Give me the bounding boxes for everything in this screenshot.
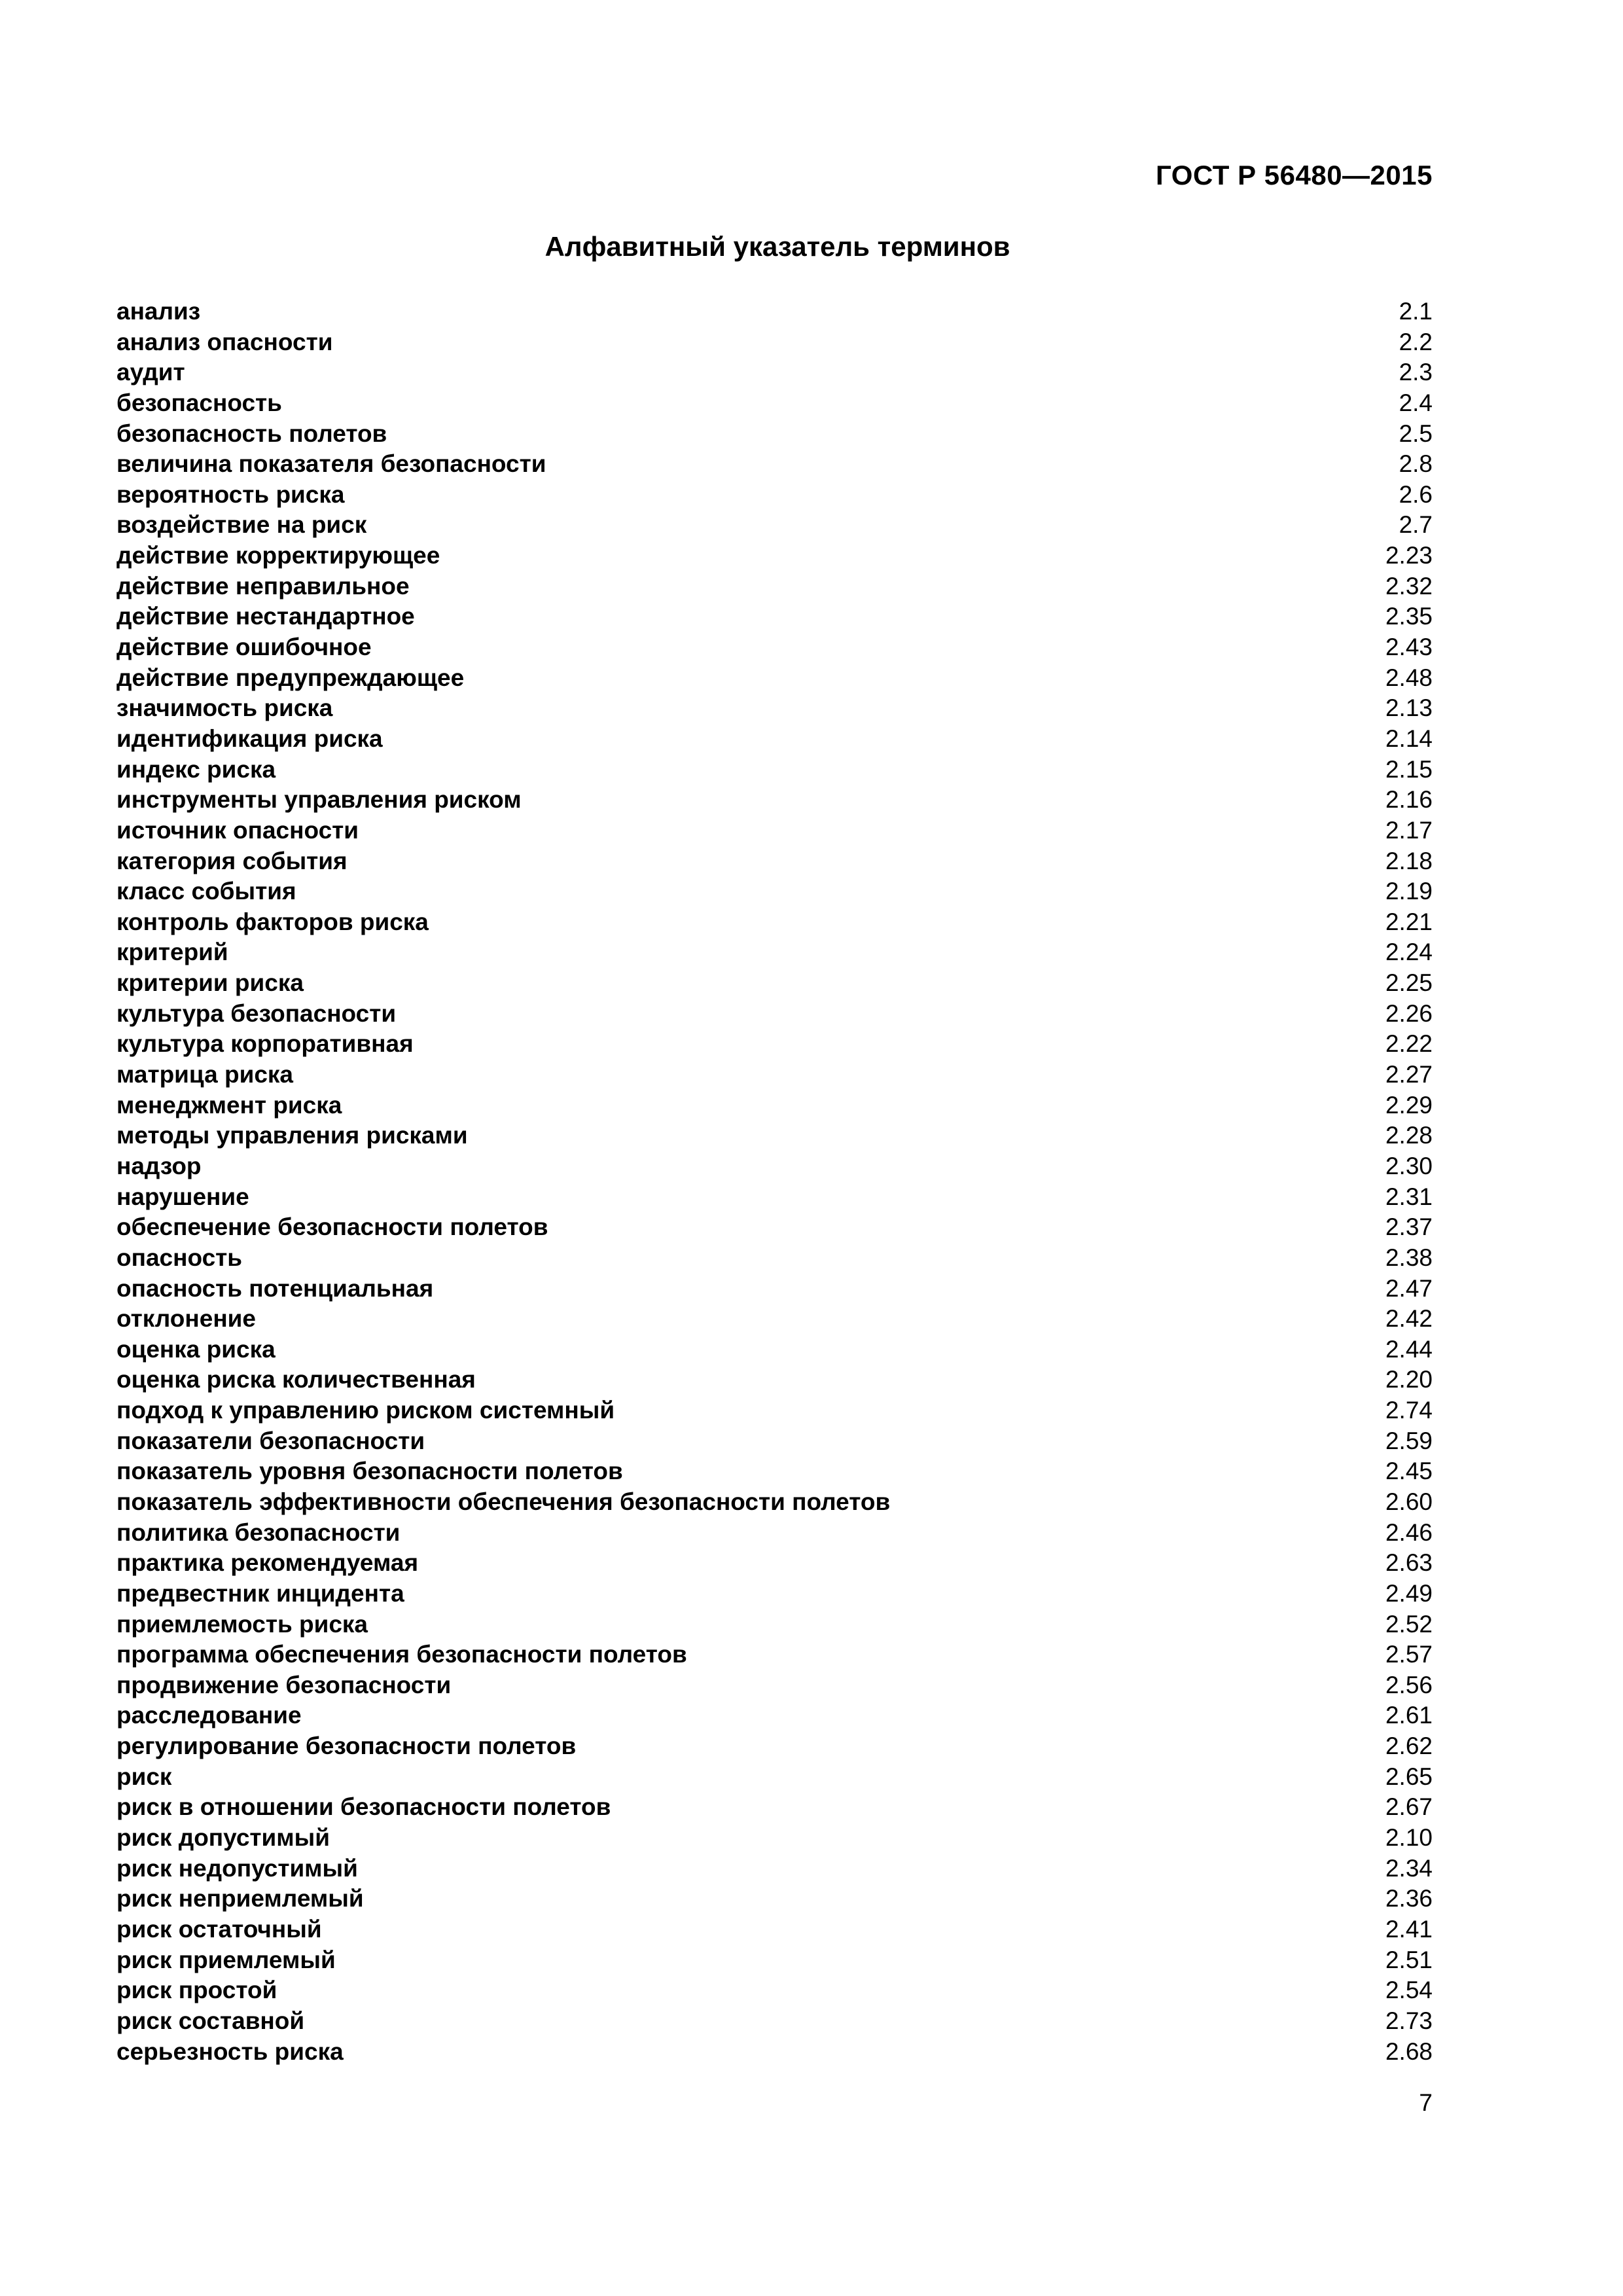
index-term: матрица риска <box>116 1061 294 1088</box>
index-term: риск приемлемый <box>116 1946 336 1973</box>
index-term: риск <box>116 1763 172 1790</box>
index-ref: 2.34 <box>1385 1854 1433 1882</box>
index-ref: 2.19 <box>1385 878 1433 905</box>
index-term: риск недопустимый <box>116 1854 358 1882</box>
index-row <box>116 296 1433 327</box>
index-row <box>116 1884 1433 1914</box>
index-term: оценка риска количественная <box>116 1366 476 1393</box>
index-ref: 2.45 <box>1385 1458 1433 1485</box>
index-row <box>116 1395 1433 1426</box>
index-term: источник опасности <box>116 816 359 844</box>
index-term: серьезность риска <box>116 2037 344 2065</box>
index-row <box>116 755 1433 785</box>
index-row <box>116 449 1433 480</box>
index-term: риск составной <box>116 2007 305 2034</box>
index-term: приемлемость риска <box>116 1610 368 1638</box>
index-ref: 2.5 <box>1399 420 1433 447</box>
index-row <box>116 1518 1433 1549</box>
page-number: 7 <box>1419 2089 1433 2116</box>
index-row <box>116 1243 1433 1274</box>
index-ref: 2.35 <box>1385 603 1433 630</box>
index-ref: 2.10 <box>1385 1824 1433 1852</box>
index-row <box>116 1274 1433 1304</box>
index-term: действие нестандартное <box>116 603 415 630</box>
index-ref: 2.48 <box>1385 664 1433 691</box>
index-row <box>116 632 1433 663</box>
index-term: риск неприемлемый <box>116 1885 364 1912</box>
index-ref: 2.26 <box>1385 999 1433 1027</box>
index-ref: 2.15 <box>1385 755 1433 783</box>
index-ref: 2.1 <box>1399 298 1433 325</box>
index-row <box>116 663 1433 694</box>
index-row <box>116 1426 1433 1457</box>
index-row <box>116 1579 1433 1609</box>
index-row <box>116 1212 1433 1243</box>
index-term: значимость риска <box>116 694 333 722</box>
index-ref: 2.7 <box>1399 511 1433 539</box>
index-row <box>116 724 1433 755</box>
index-row <box>116 1792 1433 1823</box>
index-ref: 2.42 <box>1385 1305 1433 1333</box>
index-ref: 2.22 <box>1385 1030 1433 1058</box>
index-ref: 2.43 <box>1385 634 1433 661</box>
index-row <box>116 1700 1433 1731</box>
index-term: безопасность <box>116 389 282 416</box>
index-term: программа обеспечения безопасности полетов <box>116 1641 687 1668</box>
index-term: инструменты управления риском <box>116 786 522 814</box>
index-term: расследование <box>116 1702 302 1729</box>
index-term: анализ опасности <box>116 328 333 355</box>
index-ref: 2.56 <box>1385 1671 1433 1698</box>
index-ref: 2.17 <box>1385 816 1433 844</box>
index-term: отклонение <box>116 1305 256 1333</box>
index-ref: 2.41 <box>1385 1915 1433 1943</box>
index-term: нарушение <box>116 1183 249 1210</box>
index-term: опасность <box>116 1244 243 1271</box>
index-term: риск допустимый <box>116 1824 330 1852</box>
index-row <box>116 1182 1433 1213</box>
index-row <box>116 1854 1433 1884</box>
index-term: политика безопасности <box>116 1518 401 1546</box>
index-term: индекс риска <box>116 755 276 783</box>
index-row <box>116 999 1433 1030</box>
index-term: подход к управлению риском системный <box>116 1397 615 1424</box>
index-ref: 2.3 <box>1399 359 1433 386</box>
index-ref: 2.54 <box>1385 1977 1433 2004</box>
index-row <box>116 327 1433 358</box>
index-term: действие ошибочное <box>116 634 372 661</box>
index-term: предвестник инцидента <box>116 1579 404 1607</box>
index-row <box>116 541 1433 571</box>
index-ref: 2.32 <box>1385 572 1433 600</box>
index-ref: 2.6 <box>1399 480 1433 508</box>
index-row <box>116 693 1433 724</box>
term-index <box>116 296 1433 2067</box>
index-ref: 2.21 <box>1385 908 1433 935</box>
index-term: действие корректирующее <box>116 542 440 569</box>
index-row <box>116 1548 1433 1579</box>
index-ref: 2.73 <box>1385 2007 1433 2034</box>
index-ref: 2.20 <box>1385 1366 1433 1393</box>
index-ref: 2.27 <box>1385 1061 1433 1088</box>
index-row <box>116 1029 1433 1060</box>
index-row <box>116 1670 1433 1701</box>
index-term: действие предупреждающее <box>116 664 465 691</box>
index-ref: 2.13 <box>1385 694 1433 722</box>
index-term: класс события <box>116 878 296 905</box>
index-term: продвижение безопасности <box>116 1671 452 1698</box>
index-ref: 2.4 <box>1399 389 1433 416</box>
index-term: риск простой <box>116 1977 277 2004</box>
document-code: ГОСТ Р 56480—2015 <box>1156 160 1433 190</box>
index-term: аудит <box>116 359 185 386</box>
index-term: категория события <box>116 847 348 874</box>
index-term: культура безопасности <box>116 999 397 1027</box>
index-term: методы управления рисками <box>116 1122 468 1149</box>
index-row <box>116 907 1433 938</box>
index-row <box>116 1335 1433 1365</box>
index-ref: 2.31 <box>1385 1183 1433 1210</box>
index-term: регулирование безопасности полетов <box>116 1732 577 1760</box>
index-term: менеджмент риска <box>116 1091 342 1119</box>
index-row <box>116 816 1433 846</box>
index-ref: 2.59 <box>1385 1427 1433 1454</box>
index-ref: 2.23 <box>1385 542 1433 569</box>
index-ref: 2.47 <box>1385 1274 1433 1302</box>
index-row <box>116 2006 1433 2037</box>
index-term: практика рекомендуемая <box>116 1549 419 1577</box>
index-ref: 2.36 <box>1385 1885 1433 1912</box>
index-ref: 2.63 <box>1385 1549 1433 1577</box>
index-row <box>116 1975 1433 2006</box>
index-row <box>116 1151 1433 1182</box>
index-row <box>116 1731 1433 1762</box>
index-ref: 2.60 <box>1385 1488 1433 1515</box>
index-ref: 2.18 <box>1385 847 1433 874</box>
index-ref: 2.46 <box>1385 1518 1433 1546</box>
index-ref: 2.61 <box>1385 1702 1433 1729</box>
index-term: надзор <box>116 1152 202 1179</box>
index-ref: 2.28 <box>1385 1122 1433 1149</box>
index-term: показатель уровня безопасности полетов <box>116 1458 623 1485</box>
index-row <box>116 1762 1433 1793</box>
index-term: культура корпоративная <box>116 1030 414 1058</box>
index-row <box>116 785 1433 816</box>
index-row <box>116 357 1433 388</box>
index-row <box>116 1823 1433 1854</box>
index-term: контроль факторов риска <box>116 908 429 935</box>
index-row <box>116 1640 1433 1670</box>
index-row <box>116 480 1433 511</box>
index-ref: 2.24 <box>1385 939 1433 966</box>
index-ref: 2.38 <box>1385 1244 1433 1271</box>
index-term: величина показателя безопасности <box>116 450 546 478</box>
index-term: показатель эффективности обеспечения безопасности полетов <box>116 1488 891 1515</box>
index-ref: 2.62 <box>1385 1732 1433 1760</box>
index-ref: 2.74 <box>1385 1397 1433 1424</box>
index-row <box>116 1914 1433 1945</box>
index-ref: 2.52 <box>1385 1610 1433 1638</box>
index-row <box>116 1456 1433 1487</box>
index-row <box>116 510 1433 541</box>
index-ref: 2.2 <box>1399 328 1433 355</box>
index-term: критерии риска <box>116 969 304 997</box>
index-term: безопасность полетов <box>116 420 387 447</box>
index-row <box>116 876 1433 907</box>
index-row <box>116 2037 1433 2068</box>
index-term: опасность потенциальная <box>116 1274 434 1302</box>
index-row <box>116 1090 1433 1121</box>
index-term: риск в отношении безопасности полетов <box>116 1793 611 1821</box>
index-row <box>116 571 1433 602</box>
index-row <box>116 1060 1433 1090</box>
index-ref: 2.57 <box>1385 1641 1433 1668</box>
index-row <box>116 601 1433 632</box>
index-row <box>116 846 1433 877</box>
index-term: показатели безопасности <box>116 1427 425 1454</box>
index-ref: 2.67 <box>1385 1793 1433 1821</box>
index-row <box>116 937 1433 968</box>
index-term: действие неправильное <box>116 572 410 600</box>
index-term: оценка риска <box>116 1335 276 1363</box>
index-row <box>116 419 1433 450</box>
page-title: Алфавитный указатель терминов <box>544 231 1010 262</box>
index-term: риск остаточный <box>116 1915 322 1943</box>
index-row <box>116 1945 1433 1976</box>
index-ref: 2.25 <box>1385 969 1433 997</box>
index-term: критерий <box>116 939 228 966</box>
index-ref: 2.37 <box>1385 1213 1433 1241</box>
index-term: обеспечение безопасности полетов <box>116 1213 548 1241</box>
index-ref: 2.49 <box>1385 1579 1433 1607</box>
index-ref: 2.14 <box>1385 725 1433 752</box>
index-ref: 2.68 <box>1385 2037 1433 2065</box>
index-term: идентификация риска <box>116 725 383 752</box>
index-term: воздействие на риск <box>116 511 367 539</box>
index-ref: 2.16 <box>1385 786 1433 814</box>
index-row <box>116 1487 1433 1518</box>
index-ref: 2.30 <box>1385 1152 1433 1179</box>
index-row <box>116 1609 1433 1640</box>
index-row <box>116 1121 1433 1151</box>
index-ref: 2.44 <box>1385 1335 1433 1363</box>
index-row <box>116 388 1433 419</box>
index-term: анализ <box>116 298 201 325</box>
index-ref: 2.65 <box>1385 1763 1433 1790</box>
index-row <box>116 968 1433 999</box>
index-row <box>116 1365 1433 1395</box>
index-ref: 2.29 <box>1385 1091 1433 1119</box>
index-row <box>116 1304 1433 1335</box>
index-ref: 2.8 <box>1399 450 1433 478</box>
index-term: вероятность риска <box>116 480 345 508</box>
index-ref: 2.51 <box>1385 1946 1433 1973</box>
